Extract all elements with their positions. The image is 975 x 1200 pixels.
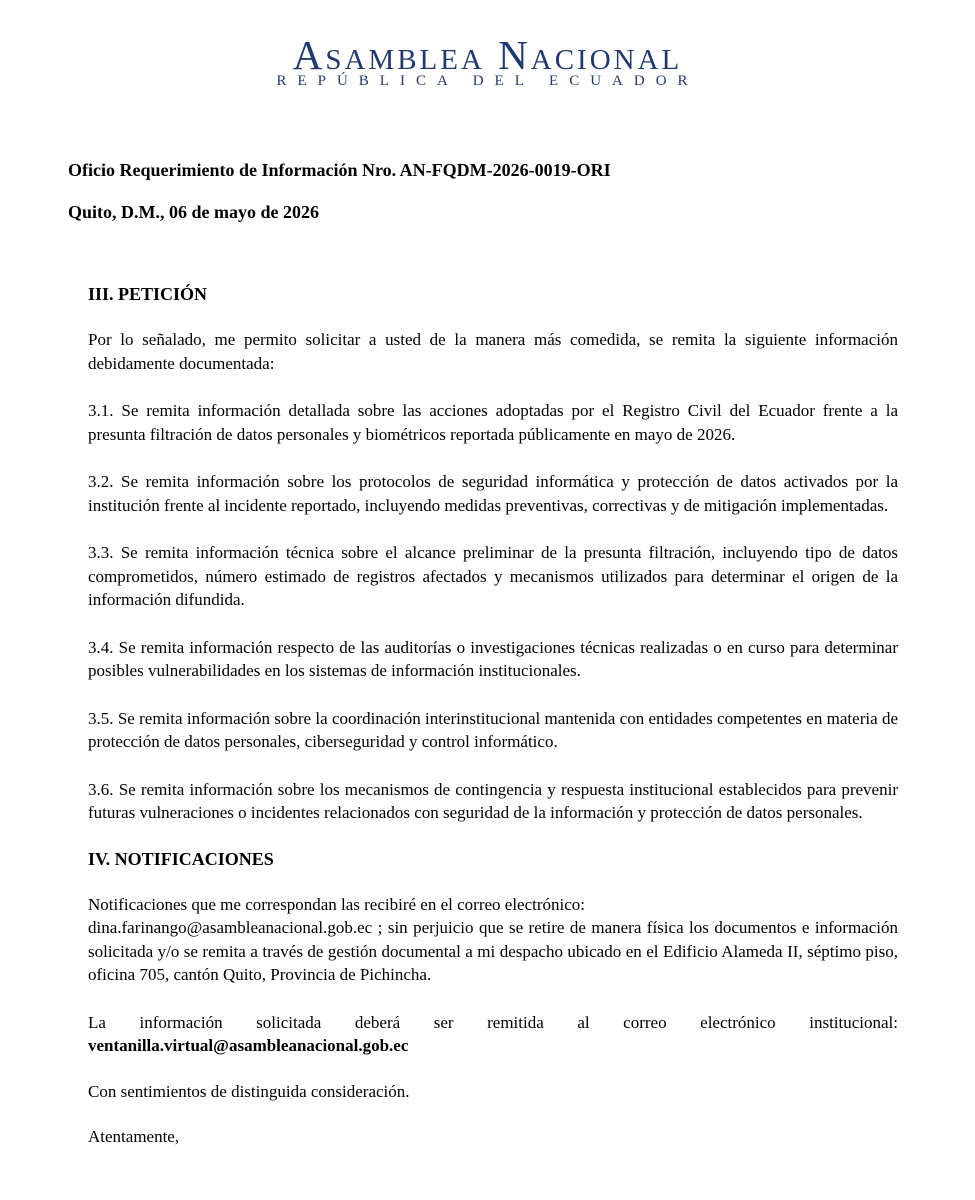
closing-line: Con sentimientos de distinguida consideración.	[88, 1081, 410, 1101]
document-date: Quito, D.M., 06 de mayo de 2026	[68, 202, 319, 222]
peticion-item-3-5: 3.5. Se remita información sobre la coordinación interinstitucional mantenida con entidades competentes en materia de protección de datos personales, ciberseguridad y control informático.	[88, 708, 898, 751]
section-heading-peticion: III. PETICIÓN	[88, 284, 208, 304]
peticion-item-3-2: 3.2. Se remita información sobre los protocolos de seguridad informática y protección de datos activados por la institución frente al incidente reportado, incluyendo medidas preventivas, correctivas y de mitigación implementadas.	[88, 472, 898, 515]
institution-subtitle: REPÚBLICA DEL ECUADOR	[276, 73, 699, 89]
remit-instruction: La información solicitada deberá ser remitida al correo electrónico institucional:	[88, 1012, 898, 1032]
peticion-intro: Por lo señalado, me permito solicitar a usted de la manera más comedida, se remita la siguiente información debidamente documentada:	[88, 330, 898, 373]
notificaciones-line1: Notificaciones que me correspondan las recibiré en el correo electrónico:	[88, 894, 586, 914]
signoff: Atentamente,	[88, 1127, 180, 1146]
document-body	[88, 282, 898, 1149]
remit-email: ventanilla.virtual@asambleanacional.gob.ec	[88, 1036, 409, 1055]
section-heading-notificaciones: IV. NOTIFICACIONES	[88, 848, 274, 869]
peticion-item-3-4: 3.4. Se remita información respecto de las auditorías o investigaciones técnicas realizadas o en curso para determinar posibles vulnerabilidades en los sistemas de información institucionales.	[88, 637, 898, 680]
notificaciones-body: dina.farinango@asambleanacional.gob.ec ; sin perjuicio que se retire de manera física los documentos e información solicitada y/o se remita a través de gestión documental a mi despacho ubicado en el Edificio Alameda II, séptimo piso, oficina 705, cantón Quito, Provincia de Pichincha.	[88, 918, 898, 984]
peticion-item-3-1: 3.1. Se remita información detallada sobre las acciones adoptadas por el Registro Civil del Ecuador frente a la presunta filtración de datos personales y biométricos reportada públicamente en mayo de 2026.	[88, 401, 898, 444]
peticion-item-3-6: 3.6. Se remita información sobre los mecanismos de contingencia y respuesta institucional establecidos para prevenir futuras vulneraciones o incidentes relacionados con seguridad de la información y protección de datos personales.	[88, 779, 898, 822]
oficio-reference: Oficio Requerimiento de Información Nro. AN-FQDM-2026-0019-ORI	[68, 160, 611, 180]
institution-name: Asamblea Nacional	[292, 32, 683, 78]
peticion-item-3-3: 3.3. Se remita información técnica sobre el alcance preliminar de la presunta filtración, incluyendo tipo de datos comprometidos, número estimado de registros afectados y mecanismos utilizados para determinar el origen de la información difundida.	[88, 543, 898, 609]
